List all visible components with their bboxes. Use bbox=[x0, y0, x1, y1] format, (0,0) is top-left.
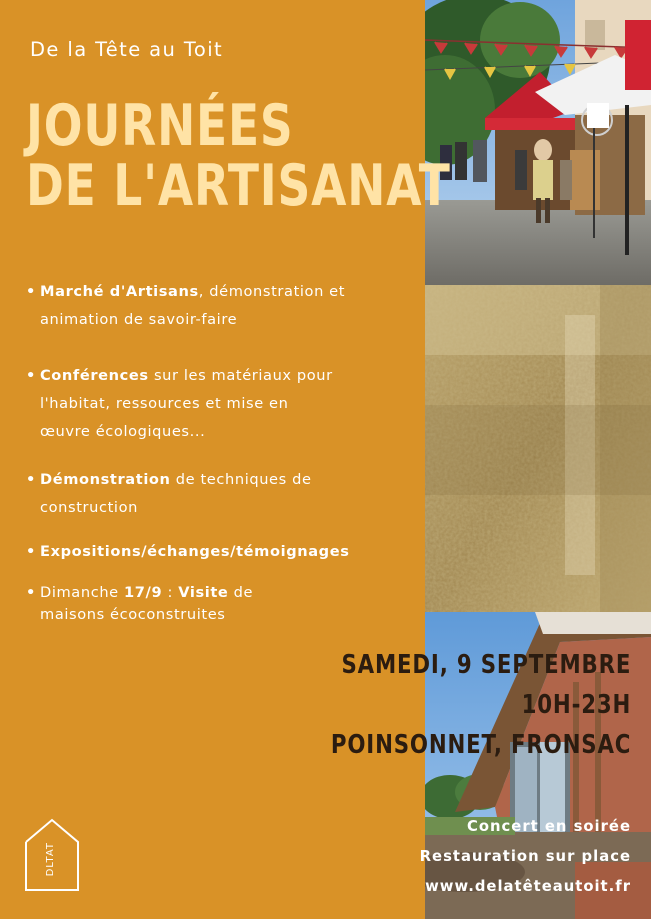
hemp-wall-photo bbox=[425, 285, 651, 612]
bullet-text: l'habitat, ressources et mise en bbox=[40, 395, 289, 412]
list-item-expositions bbox=[26, 538, 421, 566]
market-stalls-photo bbox=[425, 0, 651, 285]
event-hours: 10H-23H bbox=[521, 690, 631, 720]
bullet-text: animation de savoir-faire bbox=[40, 311, 238, 328]
page-title bbox=[26, 93, 451, 219]
bullet-bold: Marché d'Artisans bbox=[40, 283, 199, 300]
list-item-demonstration bbox=[26, 466, 421, 522]
logo-text: DLTAT bbox=[45, 842, 56, 877]
list-item-market bbox=[26, 278, 421, 334]
photo-column bbox=[425, 0, 651, 919]
bullet-text: : bbox=[162, 584, 179, 601]
list-item-visit bbox=[26, 582, 421, 626]
bullet-icon: • bbox=[26, 543, 36, 560]
bullet-text: construction bbox=[40, 499, 138, 516]
bullet-icon: • bbox=[26, 283, 36, 300]
bullet-text: maisons écoconstruites bbox=[40, 606, 226, 623]
event-place: POINSONNET, FRONSAC bbox=[330, 730, 631, 760]
program-list bbox=[26, 278, 421, 626]
bullet-bold: Visite bbox=[178, 584, 229, 601]
bullet-icon: • bbox=[26, 367, 36, 384]
title-line-1: JOURNÉES bbox=[26, 93, 294, 159]
bullet-text: de bbox=[228, 584, 254, 601]
event-info bbox=[265, 645, 631, 765]
bullet-text: Dimanche bbox=[40, 584, 124, 601]
restauration-text: Restauration sur place bbox=[419, 848, 631, 865]
bullet-text: , démonstration et bbox=[198, 283, 346, 300]
bullet-bold: Expositions/échanges/témoignages bbox=[40, 543, 350, 560]
bullet-text: de techniques de bbox=[170, 471, 312, 488]
bullet-icon: • bbox=[26, 584, 36, 601]
event-date: SAMEDI, 9 SEPTEMBRE bbox=[341, 650, 631, 680]
bullet-bold: Démonstration bbox=[40, 471, 171, 488]
bullet-icon: • bbox=[26, 471, 36, 488]
bullet-text: œuvre écologiques... bbox=[40, 423, 206, 440]
bullet-bold: 17/9 bbox=[124, 584, 163, 601]
website-link[interactable]: www.delatêteautoit.fr bbox=[425, 878, 631, 895]
bullet-text: sur les matériaux pour bbox=[148, 367, 333, 384]
bullet-bold: Conférences bbox=[40, 367, 149, 384]
list-item-conferences bbox=[26, 362, 421, 446]
organization-name: De la Tête au Toit bbox=[30, 38, 224, 61]
footer-info bbox=[420, 812, 631, 902]
concert-text: Concert en soirée bbox=[466, 818, 631, 835]
title-line-2: DE L'ARTISANAT bbox=[26, 153, 451, 219]
